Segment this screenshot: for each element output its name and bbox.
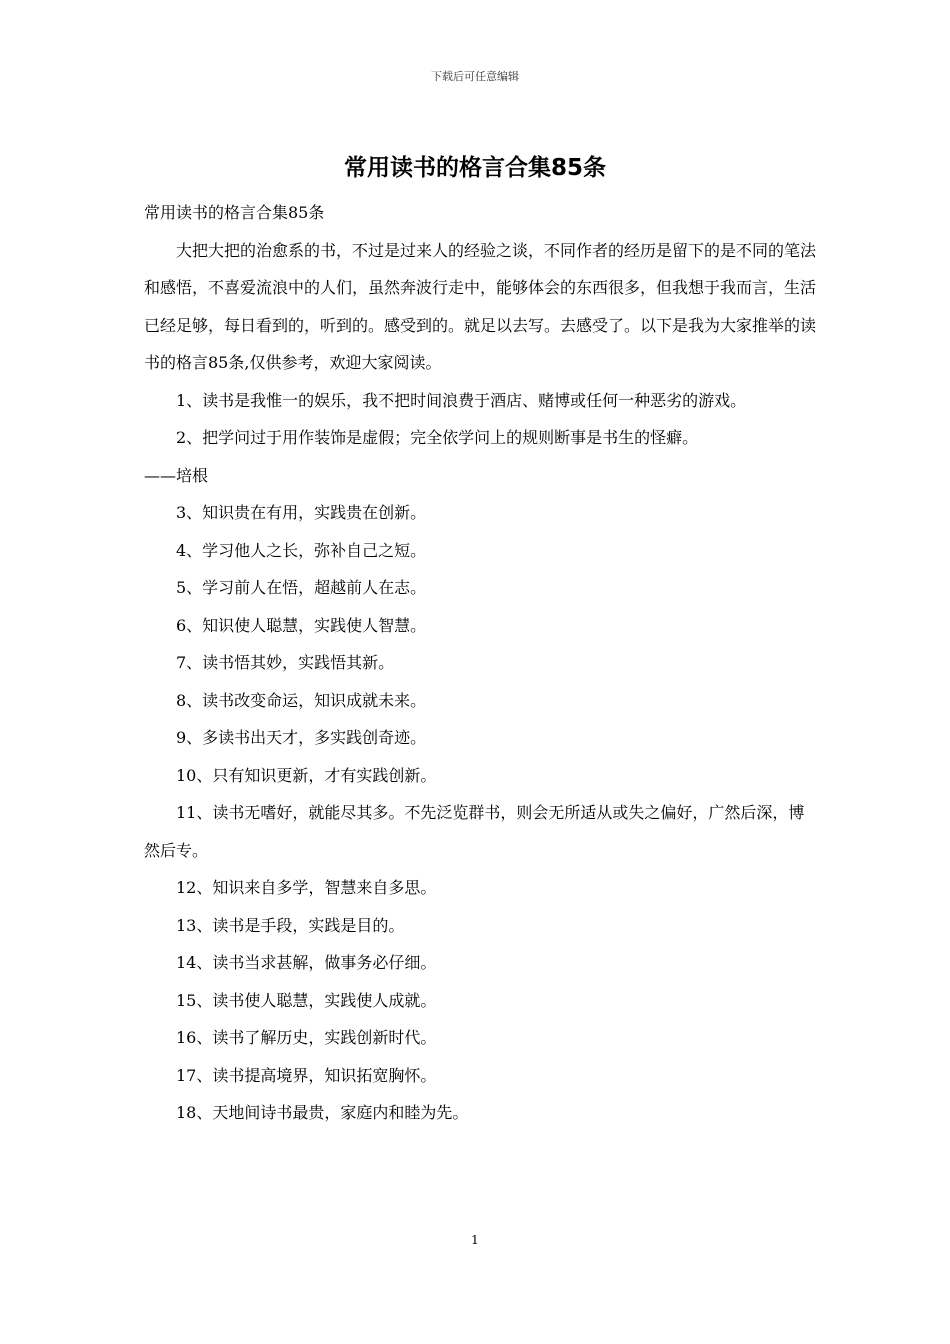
document-body	[144, 194, 816, 1132]
quote-item-16: 16、读书了解历史，实践创新时代。	[176, 1028, 437, 1047]
quote-attribution: ——培根	[144, 465, 209, 485]
quote-item-15: 15、读书使人聪慧，实践使人成就。	[176, 990, 437, 1010]
quote-item-4: 4、学习他人之长，弥补自己之短。	[176, 540, 427, 560]
quote-item-14: 14、读书当求甚解，做事务必仔细。	[176, 953, 437, 972]
quote-item-18: 18、天地间诗书最贵，家庭内和睦为先。	[176, 1103, 469, 1122]
page-header-note: 下载后可任意编辑	[431, 70, 519, 83]
quote-item-11: 11、读书无嗜好，就能尽其多。不先泛览群书，则会无所适从或失之偏好，广然后深，博然后专。	[144, 803, 805, 860]
intro-paragraph: 大把大把的治愈系的书，不过是过来人的经验之谈，不同作者的经历是留下的是不同的笔法和感悟，不喜爱流浪中的人们，虽然奔波行走中，能够体会的东西很多，但我想于我而言，生活已经足够，每日看到的，听到的。感受到的。就足以去写。去感受了。以下是我为大家推举的读书的格言85条,仅供参考，欢迎大家阅读。	[144, 240, 817, 372]
quote-item-6: 6、知识使人聪慧，实践使人智慧。	[176, 615, 427, 635]
page-number: 1	[471, 1233, 479, 1247]
quote-item-7: 7、读书悟其妙，实践悟其新。	[176, 653, 395, 672]
quote-item-13: 13、读书是手段，实践是目的。	[176, 915, 405, 935]
quote-item-10: 10、只有知识更新，才有实践创新。	[176, 765, 437, 785]
quote-item-3: 3、知识贵在有用，实践贵在创新。	[176, 503, 427, 522]
quote-item-9: 9、多读书出天才，多实践创奇迹。	[176, 728, 427, 747]
quote-item-1: 1、读书是我惟一的娱乐，我不把时间浪费于酒店、赌博或任何一种恶劣的游戏。	[176, 390, 747, 410]
quote-item-5: 5、学习前人在悟，超越前人在志。	[176, 578, 427, 597]
document-title: 常用读书的格言合集85条	[343, 155, 606, 181]
quote-item-8: 8、读书改变命运，知识成就未来。	[176, 690, 427, 710]
document-subtitle: 常用读书的格言合集85条	[144, 203, 325, 222]
quote-item-12: 12、知识来自多学，智慧来自多思。	[176, 878, 437, 897]
quote-item-2: 2、把学问过于用作装饰是虚假；完全依学问上的规则断事是书生的怪癖。	[176, 428, 699, 447]
quote-item-17: 17、读书提高境界，知识拓宽胸怀。	[176, 1065, 437, 1085]
